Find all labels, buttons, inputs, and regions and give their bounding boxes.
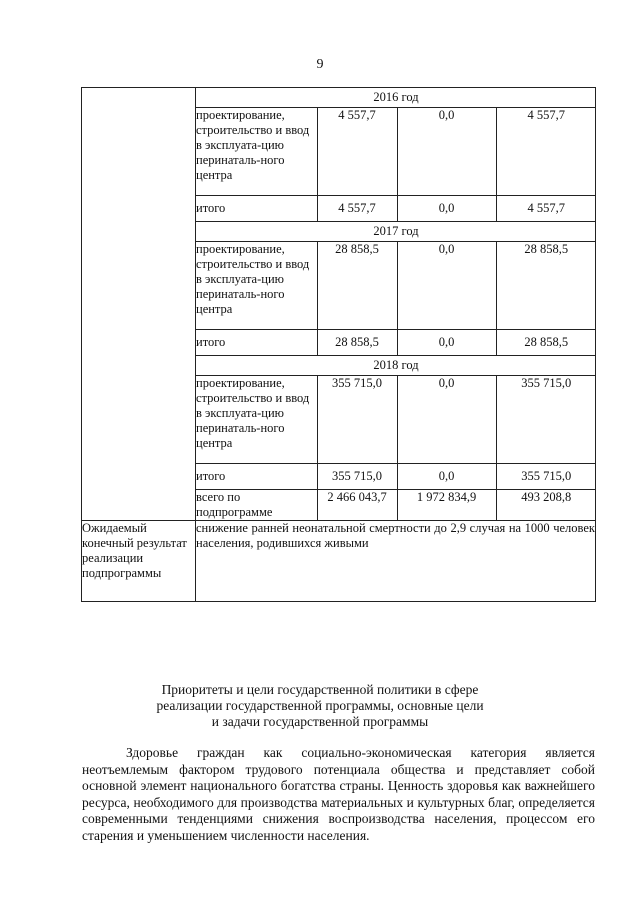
year-label: 2018 год bbox=[196, 356, 596, 376]
table-row bbox=[196, 330, 596, 356]
row-description: итого bbox=[196, 330, 317, 356]
year-label: 2016 год bbox=[196, 88, 596, 108]
table-row bbox=[196, 464, 596, 490]
funding-row bbox=[82, 88, 596, 521]
regional-value: 4 557,7 bbox=[496, 196, 596, 222]
federal-value: 0,0 bbox=[397, 196, 496, 222]
federal-value: 0,0 bbox=[397, 376, 496, 464]
section-heading bbox=[140, 682, 500, 730]
table-row bbox=[196, 196, 596, 222]
heading-line: реализации государственной программы, основные цели bbox=[156, 698, 484, 713]
grand-total-value: 2 466 043,7 bbox=[317, 490, 397, 521]
heading-line: Приоритеты и цели государственной политики в сфере bbox=[161, 682, 479, 697]
result-text: снижение ранней неонатальной смертности до 2,9 случая на 1000 человек населения, родившихся живыми bbox=[196, 521, 596, 602]
grand-regional-value: 493 208,8 bbox=[496, 490, 596, 521]
page-number: 9 bbox=[316, 57, 324, 72]
funding-table bbox=[196, 88, 596, 520]
subprogram-table bbox=[81, 87, 596, 602]
table-row bbox=[196, 242, 596, 330]
row-description: проектирование, строительство и ввод в эксплуата-цию перинаталь-ного центра bbox=[196, 108, 317, 196]
year-row bbox=[196, 222, 596, 242]
year-row bbox=[196, 88, 596, 108]
row-description: итого bbox=[196, 196, 317, 222]
regional-value: 28 858,5 bbox=[496, 242, 596, 330]
year-row bbox=[196, 356, 596, 376]
row-description: проектирование, строительство и ввод в эксплуата-цию перинаталь-ного центра bbox=[196, 376, 317, 464]
grand-total-label: всего по подпрограмме bbox=[196, 490, 317, 521]
left-empty-cell bbox=[82, 88, 196, 521]
table-row bbox=[196, 108, 596, 196]
result-label: Ожидаемый конечный результат реализации подпрограммы bbox=[82, 521, 196, 602]
result-row bbox=[82, 521, 596, 602]
regional-value: 28 858,5 bbox=[496, 330, 596, 356]
total-value: 28 858,5 bbox=[317, 242, 397, 330]
body-paragraph: Здоровье граждан как социально-экономическая категория является неотъемлемым фактором трудового потенциала общества и представляет собой основной элемент национального богатства страны. Ценность здоровья как важнейшего ресурса, необходимого для производства материальных и культурных благ, определяется современными тенденциями снижения воспроизводства населения, процессом его старения и уменьшением численности населения. bbox=[82, 745, 595, 843]
total-value: 355 715,0 bbox=[317, 464, 397, 490]
year-label: 2017 год bbox=[196, 222, 596, 242]
federal-value: 0,0 bbox=[397, 242, 496, 330]
row-description: проектирование, строительство и ввод в эксплуата-цию перинаталь-ного центра bbox=[196, 242, 317, 330]
grand-federal-value: 1 972 834,9 bbox=[397, 490, 496, 521]
regional-value: 4 557,7 bbox=[496, 108, 596, 196]
federal-value: 0,0 bbox=[397, 464, 496, 490]
heading-line: и задачи государственной программы bbox=[211, 714, 429, 729]
federal-value: 0,0 bbox=[397, 330, 496, 356]
federal-value: 0,0 bbox=[397, 108, 496, 196]
total-value: 28 858,5 bbox=[317, 330, 397, 356]
table-row bbox=[196, 376, 596, 464]
funding-cell bbox=[196, 88, 596, 521]
total-value: 4 557,7 bbox=[317, 108, 397, 196]
total-value: 355 715,0 bbox=[317, 376, 397, 464]
row-description: итого bbox=[196, 464, 317, 490]
regional-value: 355 715,0 bbox=[496, 464, 596, 490]
grand-total-row bbox=[196, 490, 596, 521]
regional-value: 355 715,0 bbox=[496, 376, 596, 464]
total-value: 4 557,7 bbox=[317, 196, 397, 222]
